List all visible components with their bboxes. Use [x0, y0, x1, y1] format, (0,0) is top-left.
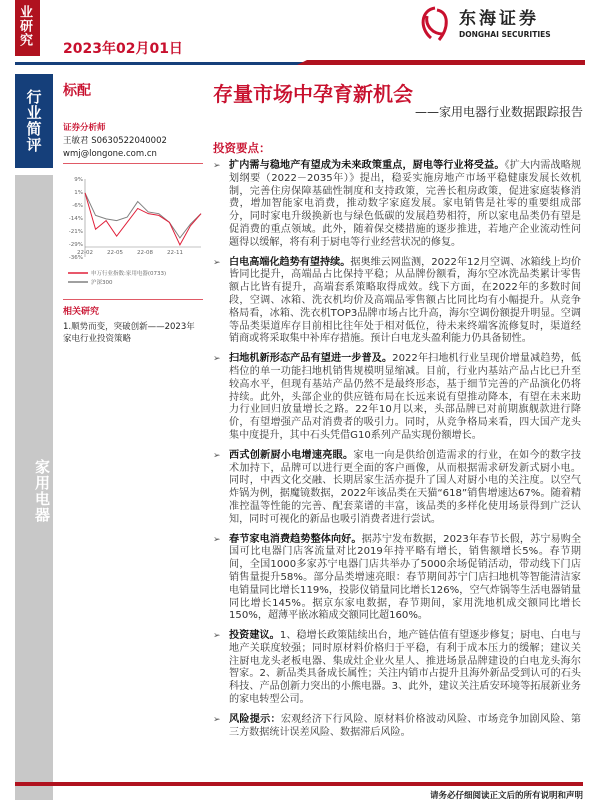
y-tick-label: 1%	[74, 190, 83, 196]
x-tick-label: 22-05	[107, 250, 123, 256]
x-tick-label: 22-02	[77, 250, 93, 256]
analyst-name: 王敏君 S0630522040002	[63, 136, 167, 146]
key-point-text: 1、稳增长政策陆续出台，地产链估值有望逐步修复；厨电、白电与地产关联度较强；同时原材料价格归于平稳，有利于成本压力的缓解；建议关注厨电龙头老板电器、集成灶企业火星人、推进场景品牌建设的白电龙头海尔智家。2、新品类具备成长属性；关注内销市占提升且海外新品受到认可的石头科技、产品创新力突出的小熊电器。3、此外，建议关注盾安环境等拓展新业务的家电转型公司。	[229, 630, 582, 706]
key-point-text: 据奥维云网监测，2022年12月空调、冰箱线上均价皆同比提升，高端品占比保持平稳；从品牌份额看，海尔空冰洗品类累计零售额占比皆有提升，高端套系策略取得成效。线下方面，在2022年的多数时间段，空调、冰箱、洗衣机均价及高端品零售额占比同比均有小幅提升。从竞争格局看，冰箱、洗衣机TOP3品牌市场占比升高，海尔空调份额提升明显。空调等品类渠道库存目前相比往年处于相对低位，待未来终端客流修复时，渠道经销商或将采取集中补库存措施。预计白电龙头盈利能力仍具备韧性。	[229, 256, 582, 345]
footer-disclaimer: 请务必仔细阅读正文后的所有说明和声明	[429, 791, 583, 801]
rating: 标配	[63, 83, 91, 99]
report-title: 存量市场中孕育新机会	[213, 82, 413, 106]
y-tick-label: -21%	[68, 229, 83, 235]
y-tick-label: -14%	[68, 216, 83, 222]
footer-divider	[15, 782, 583, 786]
key-point-head: 白电高端化趋势有望持续。	[229, 256, 351, 268]
x-tick-label: 22-08	[137, 250, 153, 256]
logo-swirl-icon	[415, 4, 455, 46]
header-divider	[15, 60, 585, 66]
report-date: 2023年02月01日	[63, 41, 183, 57]
key-point-text: 据苏宁发布数据，2023年春节长假，苏宁易购全国可比电器门店客流量对比2019年持平略有增长，销售额增长5%。春节期间，全国1000多家苏宁电器门店共举办了5000余场促销活动，带动线下门店销售量提升58%。部分品类增速亮眼：春节期间苏宁门店扫地机等智能清洁家电销量同比增长119%，投影仪销量同比增长126%，空气炸锅等生活电器销量同比增长145%。据京东家电数据，春节期间，家用洗地机成交额同比增长150%，超薄平嵌冰箱成交额同比超160%。	[229, 533, 582, 622]
legend-label: 沪深300	[91, 280, 113, 286]
legend-label: 申万行业指数:家用电器(0733)	[91, 271, 167, 277]
stock-chart	[63, 175, 203, 295]
bullet-arrow-icon: ➢	[213, 450, 221, 461]
key-point	[213, 257, 581, 347]
analyst-info	[63, 122, 167, 161]
key-point-head: 春节家电消费趋势整体向好。	[229, 533, 362, 545]
y-tick-label: -6%	[72, 203, 83, 209]
key-points-heading: 投资要点：	[213, 141, 271, 155]
key-point-head: 扫地机新形态产品有望进一步普及。	[229, 353, 393, 365]
y-tick-label: 9%	[74, 177, 83, 183]
key-point	[213, 450, 581, 527]
analyst-label: 证券分析师	[63, 123, 106, 133]
key-point	[213, 534, 581, 624]
bullet-arrow-icon: ➢	[213, 534, 221, 545]
key-points	[213, 160, 581, 746]
key-point-text: 宏观经济下行风险、原材料价格波动风险、市场竞争加剧风险、第三方数据统计误差风险、数据滞后风险。	[229, 713, 582, 738]
divider	[63, 163, 203, 164]
related-item[interactable]: 1.顺势而变，突破创新——2023年家电行业投资策略	[63, 322, 195, 344]
key-point-head: 扩内需与稳地产有望成为未来政策重点，厨电等行业将受益。	[229, 160, 505, 171]
bullet-arrow-icon: ➢	[213, 714, 221, 725]
key-point	[213, 160, 581, 250]
x-tick-label: 22-11	[167, 250, 183, 256]
logo-cn: 东海证券	[459, 9, 539, 29]
key-point-head: 西式创新厨小电增速亮眼。	[229, 449, 354, 461]
bullet-arrow-icon: ➢	[213, 354, 221, 365]
bullet-arrow-icon: ➢	[213, 257, 221, 268]
report-type-tag: 业研究	[15, 0, 40, 56]
industry-tag: 家用电器	[15, 175, 53, 800]
bullet-arrow-icon: ➢	[213, 161, 221, 171]
divider	[63, 299, 203, 300]
report-category-tag: 行业简评	[15, 74, 53, 168]
key-point	[213, 353, 581, 443]
logo-en: DONGHAI SECURITIES	[459, 30, 551, 39]
y-tick-label: -29%	[68, 242, 83, 248]
key-point-text: 《扩大内需战略规划纲要（2022－2035年）》提出，稳妥实施房地产市场平稳健康发展长效机制，完善住房保障基础性制度和支持政策，完善长租房政策，促进家庭装修消费，增加智能家电消费，推动数字家庭发展。家电销售是社零的重要组成部分，同时家电升级换新也与绿色低碳的发展趋势相符，所以家电品类仍有望是促消费的重点领域。此外，随着保交楼措施的逐步推进，若地产企业流动性问题得以缓解，将有利于厨电等行业经营状况的修复。	[229, 160, 582, 248]
related-research	[63, 306, 203, 345]
report-subtitle: ——家用电器行业数据跟踪报告	[414, 105, 583, 119]
series-line	[85, 193, 201, 245]
related-heading: 相关研究	[63, 307, 100, 317]
key-point	[213, 714, 581, 740]
bullet-arrow-icon: ➢	[213, 631, 221, 642]
key-point-head: 投资建议。	[229, 630, 280, 642]
key-point-text: 2022年扫地机行业呈现价增量减趋势，低档位的单一功能扫地机销售规模明显缩减。目前，行业内基站产品占比已升至较高水平，但现有基站产品仍然不是最终形态，基于细节完善的产品演化仍将持续。此外，头部企业的供应链布局在长远来说有望推动降本，有望在未来助力行业回归放量增长之路。22年10月以来，头部品牌已对前期旗舰款进行降价，有望增强产品对消费者的吸引力。同时，从竞争格局来看，四大国产龙头集中度提升，其中石头凭借G10系列产品实现份额增长。	[229, 353, 581, 441]
analyst-email[interactable]: wmj@longone.com.cn	[63, 149, 157, 159]
series-line	[85, 193, 201, 238]
company-logo	[415, 4, 590, 46]
y-tick-label: -36%	[68, 255, 83, 261]
key-point	[213, 630, 581, 707]
key-point-text: 家电一向是供给创造需求的行业，在如今的数字技术加持下，品牌可以进行更全面的客户画像，从而根据需求研发新式厨小电。同时，中西文化交融、长期居家生活亦提升了国人对厨小电的关注度。以空气炸锅为例，据魔镜数据，2022年该品类在天猫“618”销售增速达67%。随着精准控温等性能的完善、配套菜谱的丰富，该品类的多样化使用场景得到广泛认知，同时可视化的新品也吸引消费者进行尝试。	[229, 449, 582, 525]
key-point-head: 风险提示：	[229, 713, 281, 725]
